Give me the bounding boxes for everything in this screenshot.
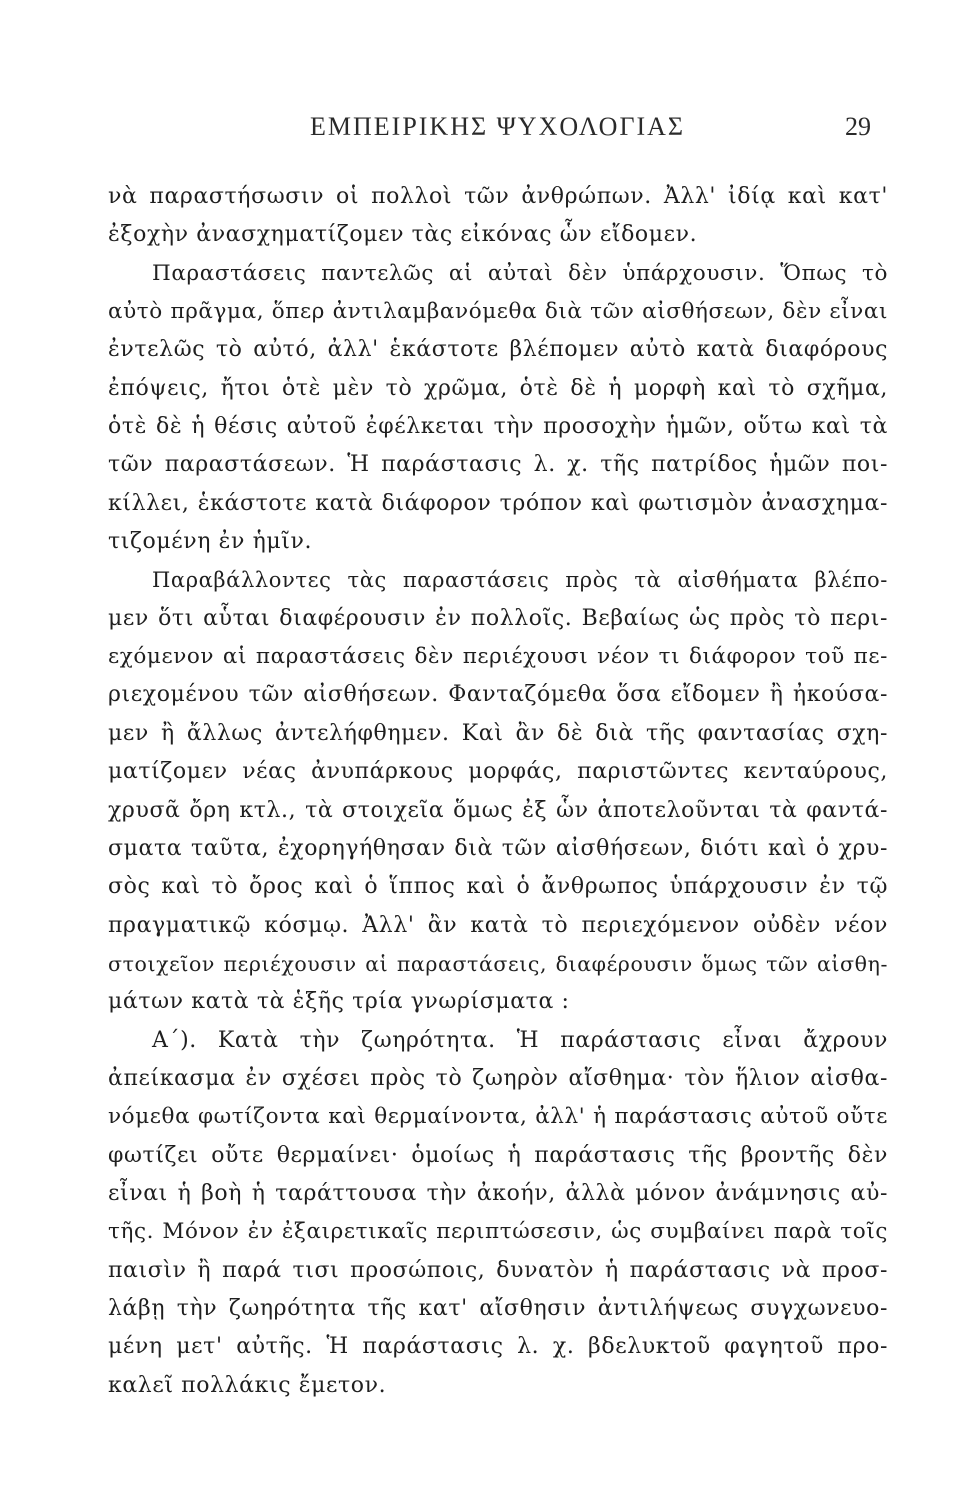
page-number: 29 xyxy=(845,112,871,141)
text-line: ριεχομένου τῶν αἰσθήσεων. Φανταζόμεθα ὅσα εἴδομεν ἢ ἠκούσα- xyxy=(108,682,888,708)
text-line: τιζομένη ἐν ἡμῖν. xyxy=(108,529,313,555)
running-title: ΕΜΠΕΙΡΙΚΗΣ ΨΥΧΟΛΟΓΙΑΣ xyxy=(310,112,686,141)
text-line: τῶν παραστάσεων. Ἡ παράστασις λ. χ. τῆς πατρίδος ἡμῶν ποι- xyxy=(108,452,888,478)
text-line: τῆς. Μόνον ἐν ἐξαιρετικαῖς περιπτώσεσιν, ὡς συμβαίνει παρὰ τοῖς xyxy=(108,1219,888,1245)
text-line: σὸς καὶ τὸ ὄρος καὶ ὁ ἵππος καὶ ὁ ἄνθρωπος ὑπάρχουσιν ἐν τῷ xyxy=(108,874,888,900)
text-line: νὰ παραστήσωσιν οἱ πολλοὶ τῶν ἀνθρώπων. Ἀλλ' ἰδίᾳ καὶ κατ' xyxy=(108,184,888,209)
text-line: λάβῃ τὴν ζωηρότητα τῆς κατ' αἴσθησιν ἀντιλήψεως συγχωνευο- xyxy=(108,1295,888,1321)
text-line: κίλλει, ἑκάστοτε κατὰ διάφορον τρόπον καὶ φωτισμὸν ἀνασχημα- xyxy=(108,490,888,516)
text-line: αὐτὸ πρᾶγμα, ὅπερ ἀντιλαμβανόμεθα διὰ τῶν αἰσθήσεων, δὲν εἶναι xyxy=(108,299,888,325)
text-line: ἐπόψεις, ἤτοι ὁτὲ μὲν τὸ χρῶμα, ὁτὲ δὲ ἡ μορφὴ καὶ τὸ σχῆμα, xyxy=(108,375,888,401)
text-line: ἐντελῶς τὸ αὐτό, ἀλλ' ἑκάστοτε βλέπομεν αὐτὸ κατὰ διαφόρους xyxy=(108,337,888,363)
text-line: στοιχεῖον περιέχουσιν αἱ παραστάσεις, διαφέρουσιν ὅμως τῶν αἰσθη- xyxy=(108,951,888,976)
text-line: ἀπείκασμα ἐν σχέσει πρὸς τὸ ζωηρὸν αἴσθημα· τὸν ἥλιον αἰσθα- xyxy=(108,1065,888,1091)
text-line: μεν ὅτι αὗται διαφέρουσιν ἐν πολλοῖς. Βεβαίως ὡς πρὸς τὸ περι- xyxy=(108,605,888,631)
text-line: καλεῖ πολλάκις ἔμετον. xyxy=(108,1372,387,1398)
text-line: ἐξοχὴν ἀνασχηματίζομεν τὰς εἰκόνας ὧν εἴδομεν. xyxy=(108,222,698,248)
text-line: παισὶν ἢ παρά τισι προσώποις, δυνατὸν ἡ παράστασις νὰ προσ- xyxy=(108,1257,888,1283)
text-line: χρυσᾶ ὄρη κτλ., τὰ στοιχεῖα ὅμως ἐξ ὧν ἀποτελοῦνται τὰ φαντά- xyxy=(108,797,888,823)
text-line: ματίζομεν νέας ἀνυπάρκους μορφάς, παριστῶντες κενταύρους, xyxy=(108,759,888,785)
text-line: Παραβάλλοντες τὰς παραστάσεις πρὸς τὰ αἰσθήματα βλέπο- xyxy=(152,568,888,593)
text-line: εἶναι ἡ βοὴ ἡ ταράττουσα τὴν ἀκοήν, ἀλλὰ μόνον ἀνάμνησις αὐ- xyxy=(108,1180,888,1206)
text-line: μένη μετ' αὐτῆς. Ἡ παράστασις λ. χ. βδελυκτοῦ φαγητοῦ προ- xyxy=(108,1334,888,1360)
running-header xyxy=(0,112,971,146)
text-line: εχόμενον αἱ παραστάσεις δὲν περιέχουσι νέον τι διάφορον τοῦ πε- xyxy=(108,644,888,670)
text-line: μάτων κατὰ τὰ ἑξῆς τρία γνωρίσματα : xyxy=(108,989,570,1015)
text-line: μεν ἢ ἄλλως ἀντελήφθημεν. Καὶ ἂν δὲ διὰ τῆς φαντασίας σχη- xyxy=(108,720,888,746)
text-line: φωτίζει οὔτε θερμαίνει· ὁμοίως ἡ παράστασις τῆς βροντῆς δὲν xyxy=(108,1142,888,1168)
text-line: σματα ταῦτα, ἐχορηγήθησαν διὰ τῶν αἰσθήσεων, διότι καὶ ὁ χρυ- xyxy=(108,835,888,861)
text-line: πραγματικῷ κόσμῳ. Ἀλλ' ἂν κατὰ τὸ περιεχόμενον οὐδὲν νέον xyxy=(108,912,888,938)
text-line: νόμεθα φωτίζοντα καὶ θερμαίνοντα, ἀλλ' ἡ παράστασις αὐτοῦ οὔτε xyxy=(108,1104,888,1130)
text-line: ὁτὲ δὲ ἡ θέσις αὐτοῦ ἐφέλκεται τὴν προσοχὴν ἡμῶν, οὕτω καὶ τὰ xyxy=(108,414,888,440)
body-text xyxy=(108,178,888,1405)
text-line: Α΄). Κατὰ τὴν ζωηρότητα. Ἡ παράστασις εἶναι ἄχρουν xyxy=(152,1027,888,1053)
text-line: Παραστάσεις παντελῶς αἱ αὐταὶ δὲν ὑπάρχουσιν. Ὅπως τὸ xyxy=(152,260,888,286)
